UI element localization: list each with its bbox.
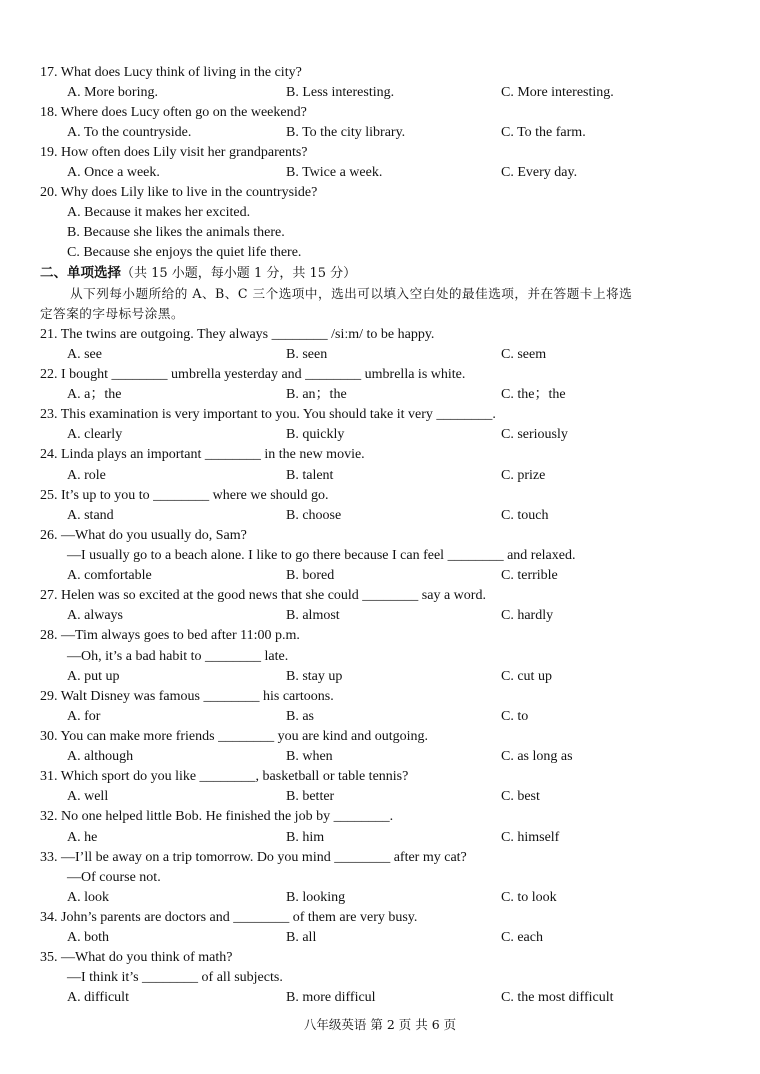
question-stem: 18. Where does Lucy often go on the weekend? bbox=[40, 105, 307, 120]
question-stem: 29. Walt Disney was famous ________ his cartoons. bbox=[40, 689, 334, 704]
question-25 bbox=[0, 486, 760, 506]
option-c: C. the；the bbox=[501, 387, 566, 402]
dialogue-line: —I think it’s ________ of all subjects. bbox=[67, 970, 283, 985]
option-a: A. To the countryside. bbox=[67, 125, 192, 140]
option-b: B. bored bbox=[286, 568, 335, 583]
option-a: A. clearly bbox=[67, 427, 123, 442]
options-29 bbox=[0, 707, 760, 727]
question-31 bbox=[0, 767, 760, 787]
question-33-reply bbox=[0, 868, 760, 888]
option-a: A. comfortable bbox=[67, 568, 152, 583]
option-c: C. as long as bbox=[501, 749, 573, 764]
section-instruction-2 bbox=[0, 304, 760, 324]
question-stem: 35. —What do you think of math? bbox=[40, 950, 233, 965]
question-35 bbox=[0, 948, 760, 968]
option-c: C. hardly bbox=[501, 608, 554, 623]
dialogue-line: —Oh, it’s a bad habit to ________ late. bbox=[67, 649, 289, 664]
section-instruction-1 bbox=[0, 284, 760, 304]
option-c: C. More interesting. bbox=[501, 85, 614, 100]
option-c: C. touch bbox=[501, 508, 549, 523]
question-stem: 27. Helen was so excited at the good news that she could ________ say a word. bbox=[40, 588, 486, 603]
question-stem: 32. No one helped little Bob. He finished the job by ________. bbox=[40, 809, 394, 824]
option-b: B. choose bbox=[286, 508, 342, 523]
options-33 bbox=[0, 888, 760, 908]
option-a: A. difficult bbox=[67, 990, 129, 1005]
question-35-reply bbox=[0, 968, 760, 988]
option-b: B. almost bbox=[286, 608, 340, 623]
option-b: B. an；the bbox=[286, 387, 347, 402]
options-34 bbox=[0, 928, 760, 948]
question-stem: 28. —Tim always goes to bed after 11:00 p.m. bbox=[40, 628, 300, 643]
option-b: B. all bbox=[286, 930, 317, 945]
question-stem: 23. This examination is very important to you. You should take it very ________. bbox=[40, 407, 496, 422]
option-a: A. always bbox=[67, 608, 123, 623]
option-20b bbox=[0, 223, 760, 243]
section-title: 二、单项选择 bbox=[40, 265, 121, 281]
option-c: C. terrible bbox=[501, 568, 558, 583]
question-stem: 25. It’s up to you to ________ where we should go. bbox=[40, 488, 329, 503]
question-17 bbox=[0, 63, 760, 83]
page-footer: 八年级英语 第 2 页 共 6 页 bbox=[303, 1017, 457, 1032]
option-b: B. looking bbox=[286, 890, 346, 905]
option-20a bbox=[0, 203, 760, 223]
option-b: B. better bbox=[286, 789, 335, 804]
section-heading bbox=[0, 263, 760, 283]
option-a: A. look bbox=[67, 890, 109, 905]
option-a: A. both bbox=[67, 930, 109, 945]
options-18 bbox=[0, 123, 760, 143]
question-26 bbox=[0, 526, 760, 546]
options-31 bbox=[0, 787, 760, 807]
options-25 bbox=[0, 506, 760, 526]
instruction-text: 定答案的字母标号涂黑。 bbox=[40, 306, 185, 321]
instruction-text: 从下列每小题所给的 A、B、C 三个选项中，选出可以填入空白处的最佳选项，并在答题卡上将选 bbox=[70, 286, 633, 301]
option-c: C. himself bbox=[501, 830, 560, 845]
options-27 bbox=[0, 606, 760, 626]
option-b: B. To the city library. bbox=[286, 125, 406, 140]
option-a: A. see bbox=[67, 347, 102, 362]
options-32 bbox=[0, 828, 760, 848]
option-a: A. a；the bbox=[67, 387, 122, 402]
option-b: B. Twice a week. bbox=[286, 165, 383, 180]
option-c: C. the most difficult bbox=[501, 990, 614, 1005]
option-c: C. Every day. bbox=[501, 165, 578, 180]
question-23 bbox=[0, 405, 760, 425]
question-18 bbox=[0, 103, 760, 123]
question-29 bbox=[0, 687, 760, 707]
question-stem: 24. Linda plays an important ________ in the new movie. bbox=[40, 447, 365, 462]
dialogue-line: —Of course not. bbox=[67, 870, 161, 885]
options-28 bbox=[0, 667, 760, 687]
option-a: A. put up bbox=[67, 669, 120, 684]
option-a: A. although bbox=[67, 749, 134, 764]
question-32 bbox=[0, 807, 760, 827]
question-stem: 31. Which sport do you like ________, basketball or table tennis? bbox=[40, 769, 409, 784]
question-27 bbox=[0, 586, 760, 606]
option-b: B. quickly bbox=[286, 427, 345, 442]
question-stem: 22. I bought ________ umbrella yesterday and ________ umbrella is white. bbox=[40, 367, 466, 382]
question-stem: 21. The twins are outgoing. They always ________ /siːm/ to be happy. bbox=[40, 327, 435, 342]
option-b: B. more difficul bbox=[286, 990, 376, 1005]
options-24 bbox=[0, 466, 760, 486]
question-33 bbox=[0, 848, 760, 868]
option-a: A. Because it makes her excited. bbox=[67, 205, 251, 220]
option-c: C. each bbox=[501, 930, 543, 945]
options-35 bbox=[0, 988, 760, 1008]
options-22 bbox=[0, 385, 760, 405]
option-b: B. him bbox=[286, 830, 325, 845]
question-stem: 33. —I’ll be away on a trip tomorrow. Do you mind ________ after my cat? bbox=[40, 850, 467, 865]
question-stem: 19. How often does Lily visit her grandparents? bbox=[40, 145, 308, 160]
option-c: C. seem bbox=[501, 347, 547, 362]
question-20 bbox=[0, 183, 760, 203]
option-b: B. stay up bbox=[286, 669, 343, 684]
options-21 bbox=[0, 345, 760, 365]
option-c: C. to bbox=[501, 709, 529, 724]
question-24 bbox=[0, 445, 760, 465]
options-19 bbox=[0, 163, 760, 183]
option-b: B. when bbox=[286, 749, 333, 764]
question-22 bbox=[0, 365, 760, 385]
question-28-reply bbox=[0, 647, 760, 667]
question-21 bbox=[0, 325, 760, 345]
options-26 bbox=[0, 566, 760, 586]
option-c: C. cut up bbox=[501, 669, 552, 684]
option-a: A. he bbox=[67, 830, 98, 845]
question-stem: 34. John’s parents are doctors and ________ of them are very busy. bbox=[40, 910, 418, 925]
question-26-reply bbox=[0, 546, 760, 566]
question-stem: 20. Why does Lily like to live in the countryside? bbox=[40, 185, 318, 200]
option-b: B. seen bbox=[286, 347, 328, 362]
option-a: A. stand bbox=[67, 508, 114, 523]
option-c: C. Because she enjoys the quiet life there. bbox=[67, 245, 302, 260]
option-b: B. as bbox=[286, 709, 314, 724]
dialogue-line: —I usually go to a beach alone. I like to go there because I can feel ________ and relaxed. bbox=[67, 548, 576, 563]
option-a: A. for bbox=[67, 709, 101, 724]
question-stem: 17. What does Lucy think of living in the city? bbox=[40, 65, 302, 80]
question-19 bbox=[0, 143, 760, 163]
question-stem: 30. You can make more friends ________ you are kind and outgoing. bbox=[40, 729, 429, 744]
section-note: （共 15 小题，每小题 1 分，共 15 分） bbox=[121, 266, 357, 281]
option-c: C. to look bbox=[501, 890, 557, 905]
option-c: C. To the farm. bbox=[501, 125, 586, 140]
option-b: B. talent bbox=[286, 468, 334, 483]
question-30 bbox=[0, 727, 760, 747]
option-b: B. Because she likes the animals there. bbox=[67, 225, 285, 240]
question-28 bbox=[0, 626, 760, 646]
question-stem: 26. —What do you usually do, Sam? bbox=[40, 528, 247, 543]
options-17 bbox=[0, 83, 760, 103]
options-30 bbox=[0, 747, 760, 767]
question-34 bbox=[0, 908, 760, 928]
option-c: C. best bbox=[501, 789, 540, 804]
option-a: A. Once a week. bbox=[67, 165, 160, 180]
option-b: B. Less interesting. bbox=[286, 85, 395, 100]
option-20c bbox=[0, 243, 760, 263]
option-c: C. seriously bbox=[501, 427, 568, 442]
option-c: C. prize bbox=[501, 468, 546, 483]
options-23 bbox=[0, 425, 760, 445]
option-a: A. role bbox=[67, 468, 106, 483]
option-a: A. More boring. bbox=[67, 85, 158, 100]
option-a: A. well bbox=[67, 789, 109, 804]
